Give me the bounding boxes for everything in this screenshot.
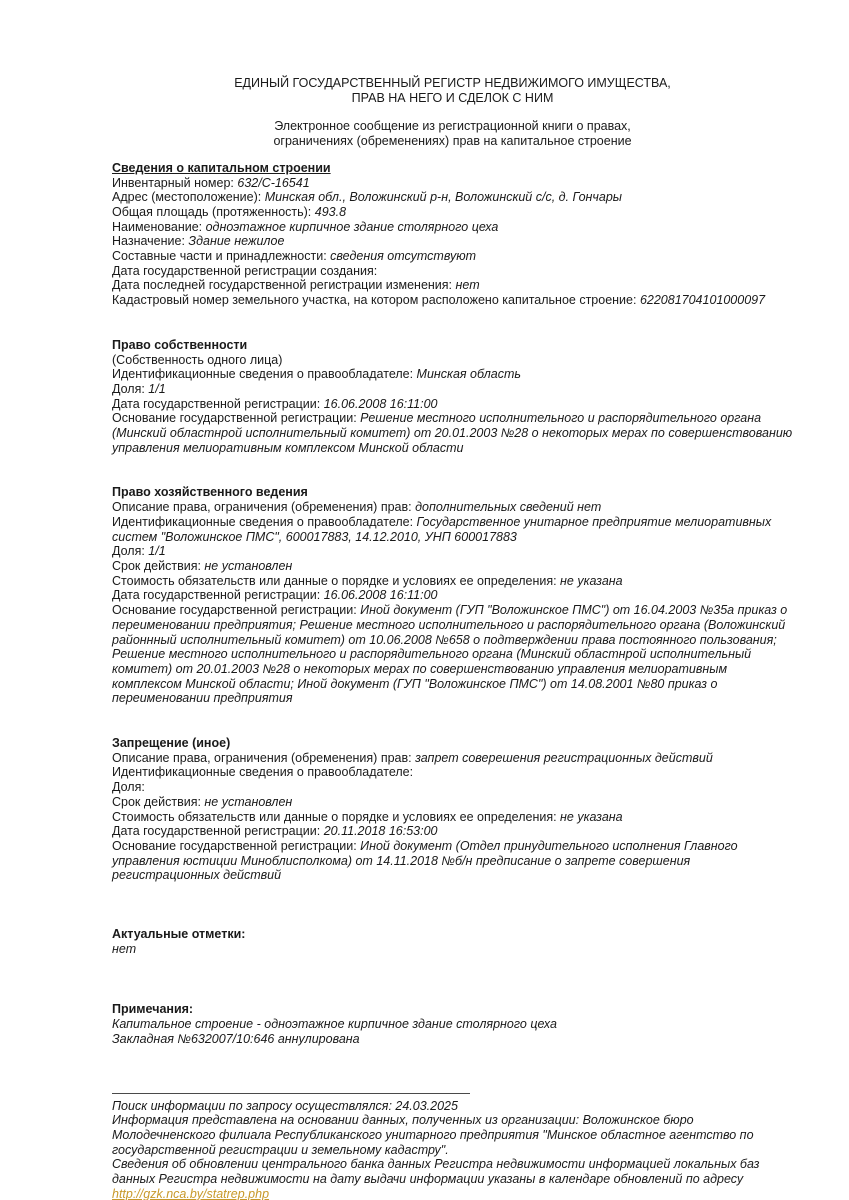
field-label: Дата государственной регистрации создания: — [112, 263, 378, 278]
search-date-line: Поиск информации по запросу осуществлялся: 24.03.2025 — [112, 1098, 458, 1113]
field-row — [112, 574, 793, 589]
field-row — [112, 1017, 793, 1032]
field-value: 1/1 — [148, 381, 166, 396]
document-header — [112, 76, 793, 149]
field-value: 1/1 — [148, 544, 166, 559]
field-value: 20.11.2018 16:53:00 — [323, 824, 438, 839]
field-row — [112, 810, 793, 825]
field-row — [112, 367, 793, 382]
field-row — [112, 176, 793, 191]
field-row — [112, 500, 793, 515]
subtitle-line1: Электронное сообщение из регистрационной книги о правах, — [274, 119, 631, 134]
field-row — [112, 780, 793, 795]
field-row — [112, 839, 793, 883]
field-value: Закладная №632007/10:646 аннулирована — [112, 1031, 360, 1046]
field-label: Стоимость обязательств или данные о порядке и условиях ее определения: — [112, 809, 561, 824]
field-value: одноэтажное кирпичное здание столярного цеха — [205, 219, 499, 234]
field-row — [112, 1032, 793, 1047]
field-label: Доля: — [112, 544, 149, 559]
registry-title-line2: ПРАВ НА НЕГО И СДЕЛОК С НИМ — [351, 90, 554, 105]
section-title-prohibition-other: Запрещение (иное) — [112, 736, 231, 751]
field-label: (Собственность одного лица) — [112, 352, 283, 367]
field-value: не установлен — [204, 794, 293, 809]
field-row — [112, 293, 793, 308]
field-label: Инвентарный номер: — [112, 175, 238, 190]
field-value: нет — [455, 278, 480, 293]
field-value: сведения отсутствуют — [330, 249, 476, 264]
field-value: дополнительных сведений нет — [415, 500, 602, 515]
field-label: Дата последней государственной регистрации изменения: — [112, 278, 456, 293]
field-row — [112, 795, 793, 810]
field-label: Срок действия: — [112, 558, 205, 573]
section-title-ownership-right: Право собственности — [112, 337, 248, 352]
field-value: Решение местного исполнительного и распорядительного органа (Минский областнрой исполнительный комитет) от 20.01.2003 №28 о некоторых мерах по совершенствованию управления мелиоративным комплексом Минской области — [112, 411, 793, 455]
field-value: запрет соверешения регистрационных действий — [415, 750, 713, 765]
field-label: Адрес (местоположение): — [112, 190, 265, 205]
section-title-capital-structure-info: Сведения о капитальном строении — [112, 160, 331, 175]
field-row — [112, 515, 793, 544]
separator-line — [112, 1093, 470, 1094]
field-row — [112, 559, 793, 574]
field-value: 16.06.2008 16:11:00 — [323, 396, 438, 411]
sections — [112, 161, 793, 1047]
field-value: 493.8 — [314, 204, 347, 219]
field-label: Составные части и принадлежности: — [112, 249, 331, 264]
field-value: Государственное унитарное предприятие мелиоративных систем "Воложинское ПМС", 600017883, 14.12.2010, УНП 600017883 — [112, 514, 772, 544]
field-row — [112, 942, 793, 957]
source-organization-line: Информация представлена на основании данных, полученных из организации: Воложинское бюро Молодечненского филиала Республиканского унитарного предприятия "Минское областное агентство по государственной регистрации и земельному кадастру". — [112, 1113, 754, 1157]
field-label: Дата государственной регистрации: — [112, 588, 324, 603]
section-prohibition-other — [112, 736, 793, 883]
field-label: Наименование: — [112, 219, 206, 234]
field-row — [112, 751, 793, 766]
field-value: 632/С-16541 — [237, 175, 310, 190]
field-label: Доля: — [112, 381, 149, 396]
field-value: Иной документ (Отдел принудительного исполнения Главного управления юстиции Миноблисполкома) от 14.11.2018 №б/н предписание о запрете совершения регистрационных действий — [112, 838, 738, 883]
field-value: Иной документ (ГУП "Воложинское ПМС") от 16.04.2003 №35а приказ о переименовании предприятия; Решение местного исполнительного и распорядительного органа (Воложинский районнный исполнительный комитет) от 10.06.2008 №658 о подтверждении права постоянного пользования; Решение местного исполнительного и распорядительного органа (Минский областнрой исполнительный комитет) от 20.01.2003 №28 о некоторых мерах по совершенствованию управления мелиоративным комплексом Минской области; Иной документ (ГУП "Воложинское ПМС") от 14.08.2001 №80 приказ о переименовании предприятия — [112, 603, 788, 706]
field-label: Общая площадь (протяженность): — [112, 204, 315, 219]
update-info-text: Сведения об обновлении центрального банка данных Регистра недвижимости информацией локальных баз данных Регистра недвижимости на дату выдачи информации указаны в календаре обновлений по адресу — [112, 1157, 760, 1187]
field-row — [112, 382, 793, 397]
section-actual-marks — [112, 927, 793, 956]
section-title-economic-management-right: Право хозяйственного ведения — [112, 485, 308, 500]
registry-title-line1: ЕДИНЫЙ ГОСУДАРСТВЕННЫЙ РЕГИСТР НЕДВИЖИМОГО ИМУЩЕСТВА, — [234, 76, 671, 90]
field-label: Описание права, ограничения (обременения) прав: — [112, 500, 416, 515]
section-title-notes: Примечания: — [112, 1002, 194, 1017]
field-value: не указана — [560, 809, 623, 824]
field-row — [112, 397, 793, 412]
field-value: Капитальное строение - одноэтажное кирпичное здание столярного цеха — [112, 1017, 557, 1032]
field-value: не установлен — [204, 558, 293, 573]
section-title-actual-marks: Актуальные отметки: — [112, 927, 246, 942]
field-row — [112, 765, 793, 780]
statrep-link[interactable]: http://gzk.nca.by/statrep.php — [112, 1186, 270, 1200]
field-row — [112, 353, 793, 368]
field-value: Минская обл., Воложинский р-н, Воложинский с/с, д. Гончары — [264, 190, 623, 205]
field-label: Дата государственной регистрации: — [112, 396, 324, 411]
section-capital-structure-info — [112, 161, 793, 308]
section-notes — [112, 1002, 793, 1046]
field-label: Идентификационные сведения о правообладателе: — [112, 765, 414, 780]
field-label: Дата государственной регистрации: — [112, 824, 324, 839]
field-row — [112, 544, 793, 559]
subtitle-line2: ограничениях (обременениях) прав на капитальное строение — [273, 134, 632, 149]
field-value: 622081704101000097 — [639, 293, 766, 308]
field-label: Стоимость обязательств или данные о порядке и условиях ее определения: — [112, 573, 561, 588]
field-row — [112, 588, 793, 603]
field-value: Минская область — [416, 367, 521, 382]
field-label: Основание государственной регистрации: — [112, 838, 361, 853]
field-row — [112, 264, 793, 279]
field-row — [112, 824, 793, 839]
field-row — [112, 205, 793, 220]
field-row — [112, 234, 793, 249]
field-value: 16.06.2008 16:11:00 — [323, 588, 438, 603]
update-info-line — [112, 1157, 793, 1200]
section-economic-management-right — [112, 485, 793, 706]
field-label: Срок действия: — [112, 794, 205, 809]
field-label: Кадастровый номер земельного участка, на котором расположено капитальное строение: — [112, 293, 640, 308]
field-label: Назначение: — [112, 234, 189, 249]
field-label: Основание государственной регистрации: — [112, 411, 361, 426]
field-row — [112, 278, 793, 293]
field-label: Описание права, ограничения (обременения) прав: — [112, 750, 416, 765]
field-value: нет — [112, 941, 137, 956]
field-value: не указана — [560, 573, 623, 588]
field-label: Идентификационные сведения о правообладателе: — [112, 514, 417, 529]
field-row — [112, 411, 793, 455]
field-row — [112, 603, 793, 706]
field-label: Доля: — [112, 780, 145, 795]
field-label: Идентификационные сведения о правообладателе: — [112, 367, 417, 382]
field-row — [112, 190, 793, 205]
footer — [112, 1093, 793, 1200]
field-value: Здание нежилое — [188, 234, 285, 249]
field-row — [112, 249, 793, 264]
section-ownership-right — [112, 338, 793, 456]
document-subtitle — [112, 119, 793, 148]
field-row — [112, 220, 793, 235]
field-label: Основание государственной регистрации: — [112, 603, 361, 618]
